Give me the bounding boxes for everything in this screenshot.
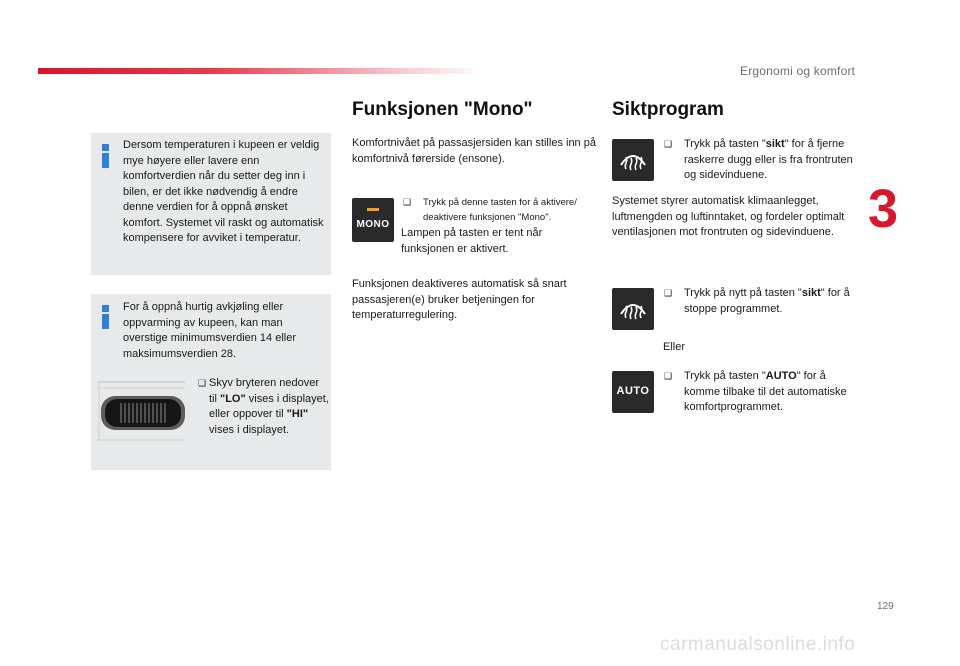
sikt-key-stop[interactable]	[612, 288, 654, 330]
sikt-or-text: Eller	[663, 341, 686, 353]
mono-instruction	[403, 196, 598, 225]
slider-lo-value: "LO"	[220, 392, 246, 405]
sikt-step1	[664, 137, 854, 184]
defrost-icon	[612, 139, 654, 181]
chapter-number: 3	[868, 179, 899, 239]
sikt-step1-text-a: Trykk på tasten "	[684, 138, 766, 150]
sikt-step2	[664, 286, 854, 317]
header-title: Ergonomi og komfort	[740, 64, 856, 78]
mono-intro: Komfortnivået på passasjersiden kan stilles inn på komfortnivå førerside (ensone).	[352, 137, 596, 165]
sikt-step2-key: sikt	[801, 287, 821, 299]
sikt-step3-text-a: Trykk på tasten "	[684, 370, 766, 382]
header-accent-bar	[38, 68, 483, 74]
mono-led-indicator	[367, 208, 379, 211]
sikt-heading: Siktprogram	[612, 99, 724, 120]
slider-hi-value: "HI"	[286, 408, 309, 420]
mono-lamp-text: Lampen på tasten er tent når funksjonen er aktivert.	[401, 227, 543, 255]
sikt-step3-text-b: " for å komme tilbake til det automatiske komfortprogrammet.	[684, 370, 847, 413]
slider-text-3: vises i displayet.	[209, 423, 290, 436]
slider-instruction	[198, 376, 330, 438]
bullet-icon: ❑	[664, 371, 673, 381]
mono-heading: Funksjonen "Mono"	[352, 99, 533, 120]
sikt-step2-text-b: " for å stoppe programmet.	[684, 287, 850, 315]
sikt-step3-key: AUTO	[765, 370, 797, 382]
info-icon	[102, 305, 112, 329]
temperature-slider-illustration	[95, 374, 195, 446]
info-text-fast-cooling: For å oppnå hurtig avkjøling eller oppvarming av kupeen, kan man overstige minimumsverdien 14 eller maksimumsverdien 28.	[123, 301, 297, 360]
watermark: carmanualsonline.info	[660, 634, 856, 655]
info-icon	[102, 144, 112, 168]
defrost-icon	[612, 288, 654, 330]
sikt-step3	[664, 369, 859, 416]
sikt-step1-text-b: " for å fjerne raskerre dugg eller is fra frontruten og sidevinduene.	[684, 138, 853, 181]
mono-instruction-text: Trykk på denne tasten for å aktivere/ deaktivere funksjonen "Mono".	[423, 197, 577, 223]
sikt-system-text: Systemet styrer automatisk klimaanlegget, luftmengden og luftinntaket, og fordeler optimalt ventilasjonen mot frontruten og sidevinduene.	[612, 195, 845, 238]
info-box-fast-cooling	[91, 294, 331, 470]
slider-text-2: vises i displayet, eller oppover til	[209, 392, 329, 420]
page-number: 129	[877, 601, 894, 612]
auto-key-label: AUTO	[616, 385, 650, 397]
info-text-temperature: Dersom temperaturen i kupeen er veldig mye høyere eller lavere enn komfortverdien når du setter deg inn i bilen, er det ikke nødvendig å endre denne verdien for å oppnå ønsket komfort. Systemet vil raskt og automatisk kompensere for avviket i temperatur.	[123, 139, 324, 244]
bullet-icon: ❑	[664, 139, 673, 149]
mono-key-label: MONO	[356, 219, 390, 230]
info-box-temperature	[91, 133, 331, 275]
mono-key[interactable]	[352, 198, 394, 242]
sikt-key[interactable]	[612, 139, 654, 181]
mono-deactivate-text: Funksjonen deaktiveres automatisk så snart passasjeren(e) bruker betjeningen for temperaturregulering.	[352, 278, 567, 321]
bullet-icon: ❑	[198, 378, 207, 388]
slider-text-1: Skyv bryteren nedover til	[209, 377, 320, 405]
bullet-icon: ❑	[403, 197, 412, 207]
sikt-step2-text-a: Trykk på nytt på tasten "	[684, 287, 802, 299]
auto-key[interactable]	[612, 371, 654, 413]
bullet-icon: ❑	[664, 288, 673, 298]
sikt-step1-key: sikt	[765, 138, 785, 150]
